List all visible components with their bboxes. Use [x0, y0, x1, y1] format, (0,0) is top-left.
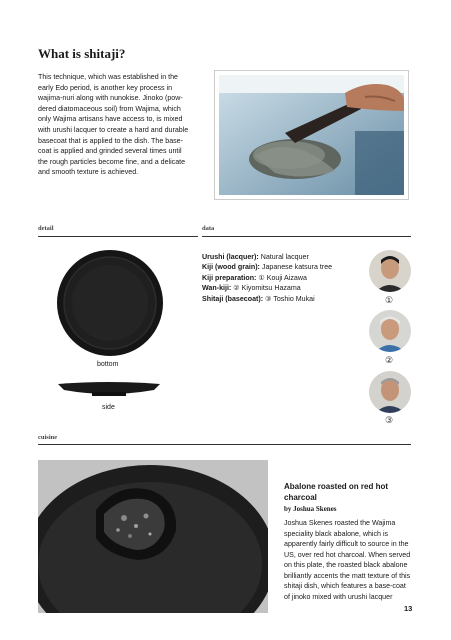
- data-value: ③ Toshio Mukai: [263, 294, 315, 303]
- data-label: Kiji (wood grain):: [202, 263, 260, 272]
- data-row: [202, 283, 332, 293]
- data-label: Urushi (lacquer):: [202, 253, 259, 261]
- abalone-dish-illustration: [38, 460, 268, 613]
- page-number: 13: [404, 604, 413, 613]
- cuisine-byline: by Joshua Skenes: [284, 505, 337, 513]
- portrait-number: ②: [385, 355, 394, 365]
- data-value: ① Kouji Aizawa: [256, 273, 307, 282]
- artisan-portrait-1: [369, 250, 411, 292]
- intro-paragraph: This technique, which was established in the early Edo period, is another key process in wajima-nuri along with nunokise. Jinoko (pow- dered diatomaceous soil) from Wajima, which only Wajima artisans have access to, is mixed with urushi lacquer to create a hard and durable basecoat that is applied to the dish. The base- coat is applied and grinded several times until the rough particles become fine, and a delicate and smooth texture is achieved.: [38, 73, 189, 177]
- data-value: Japanese katsura tree: [259, 263, 333, 272]
- portrait-number: ③: [385, 415, 394, 425]
- data-label: Kiji preparation:: [202, 273, 257, 282]
- data-label: Wan-kiji:: [202, 284, 232, 293]
- data-value: ② Kiyomitsu Hazama: [231, 284, 301, 293]
- section-label-data: data: [202, 225, 215, 232]
- section-label-cuisine: cuisine: [38, 434, 58, 441]
- shitaji-process-photo: [214, 70, 409, 200]
- caption-bottom: bottom: [97, 361, 119, 368]
- section-divider: [202, 236, 411, 237]
- plate-bottom-view: [50, 246, 170, 361]
- data-row: [202, 262, 332, 272]
- shitaji-process-illustration: [215, 71, 408, 199]
- cuisine-body: Joshua Skenes roasted the Wajima speciality black abalone, which is apparently fairly difficult to source in the US, over red hot charcoal. When served on this plate, the roasted black abalone brilliantly accents the matt texture of this shitaji dish, which features a base-coat of jinoko mixed with urushi lacquer: [284, 519, 411, 601]
- page-title: What is shitaji?: [38, 46, 126, 61]
- abalone-dish-photo: [38, 460, 268, 613]
- caption-side: side: [102, 404, 115, 411]
- section-label-detail: detail: [38, 225, 54, 232]
- data-value: Natural lacquer: [258, 253, 309, 261]
- data-row: [202, 252, 332, 262]
- section-divider: [38, 236, 198, 237]
- section-divider: [38, 444, 411, 445]
- data-list: [202, 252, 332, 304]
- plate-side-view: [56, 378, 162, 400]
- data-row: [202, 294, 332, 304]
- data-label: Shitaji (basecoat):: [202, 294, 264, 303]
- artisan-portrait-2: [369, 310, 411, 352]
- portrait-number: ①: [385, 295, 394, 305]
- data-row: [202, 273, 332, 283]
- cuisine-title: Abalone roasted on red hot charcoal: [284, 482, 389, 502]
- artisan-portrait-3: [369, 371, 411, 413]
